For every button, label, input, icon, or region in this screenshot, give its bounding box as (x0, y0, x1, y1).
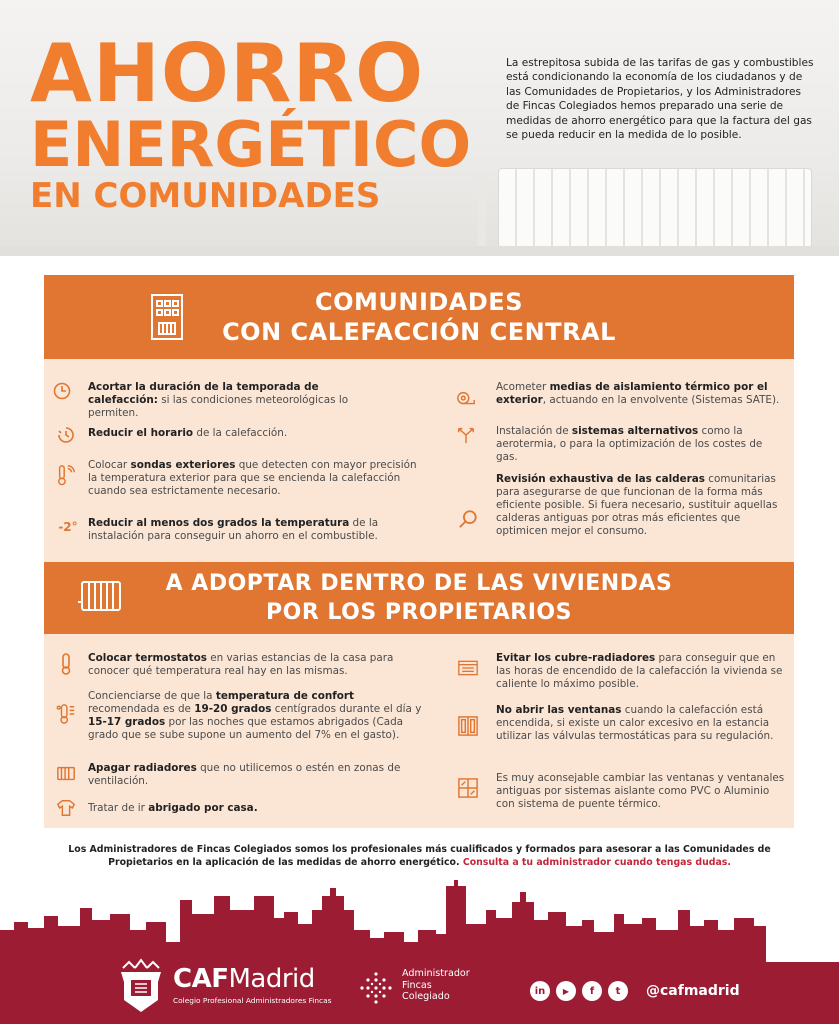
caf-subtitle: Colegio Profesional Administradores Fincas (173, 996, 332, 1005)
floor-line (0, 246, 839, 256)
thermometer-degrees-icon (56, 704, 76, 724)
title-line-1: AHORRO (30, 27, 425, 120)
administrador-label: Administrador Fincas Colegiado (402, 968, 470, 1002)
section-2-panel (44, 634, 794, 828)
title-line-2: ENERGÉTICO (30, 108, 472, 181)
clock-icon (52, 381, 72, 401)
section-2-header (44, 562, 794, 634)
thermometer-icon (56, 654, 76, 674)
facebook-icon[interactable]: f (582, 981, 602, 1001)
list-item: Es muy aconsejable cambiar las ventanas y ventanales antiguas por sistemas aislante como PVC o Aluminio con sistema de puente térmico. (496, 772, 785, 810)
intro-text: La estrepitosa subida de las tarifas de gas y combustibles está condicionando la economía de los ciudadanos y de las Comunidades de Propietarios, y los Administradores de Fincas Colegiados hemos preparado una serie de medidas de ahorro energético para que la factura del gas se pueda reducir en la medida de lo posible. (506, 57, 814, 142)
radiator-icon (78, 580, 124, 618)
radiator-pipe (478, 176, 486, 248)
radiator-image (498, 168, 812, 248)
linkedin-icon[interactable]: in (530, 981, 550, 1001)
twitter-icon[interactable]: t (608, 981, 628, 1001)
sweater-icon (56, 798, 76, 818)
section-1-panel (44, 359, 794, 562)
minus-two-degrees-icon: -2° (58, 520, 78, 534)
list-item: Instalación de sistemas alternativos como la aerotermia, o para la optimización de los costes de gas. (496, 425, 763, 463)
list-item: Colocar termostatos en varias estancias de la casa para conocer qué temperatura real hay en las mismas. (88, 652, 394, 677)
caf-madrid-logo-text: CAFMadrid (173, 964, 315, 994)
section-1-header (44, 275, 794, 359)
social-handle[interactable]: @cafmadrid (646, 983, 740, 999)
window-icon (458, 716, 478, 736)
list-item: Evitar los cubre-radiadores para conseguir que en las horas de encendido de la calefacción la vivienda se caliente lo máximo posible. (496, 652, 783, 690)
youtube-icon[interactable]: ▶ (556, 981, 576, 1001)
building-icon (150, 293, 184, 345)
list-item: Apagar radiadores que no utilicemos o estén en zonas de ventilación. (88, 762, 401, 787)
list-item: No abrir las ventanas cuando la calefacción está encendida, si existe un calor excesivo en la estancia utilizar las válvulas termostáticas para su regulación. (496, 704, 774, 742)
list-item: Revisión exhaustiva de las calderas comunitarias para asegurarse de que funcionan de la forma más eficiente posible. Si fuera necesario, sustituir aquellas calderas antiguas por otras más eficientes que optimicen mejor el consumo. (496, 473, 778, 537)
list-item: Acortar la duración de la temporada de calefacción: si las condiciones meteorológicas lo permiten. (88, 381, 349, 419)
footer-note-highlight: Consulta a tu administrador cuando tengas dudas. (462, 857, 731, 868)
timer-icon (56, 425, 76, 445)
list-item: Reducir al menos dos grados la temperatura de la instalación para conseguir un ahorro en el combustible. (88, 517, 379, 542)
list-item: Colocar sondas exteriores que detecten con mayor precisión la temperatura exterior para que se encienda la calefacción cuando sea estrictamente necesario. (88, 459, 417, 497)
section-1-title: COMUNIDADES CON CALEFACCIÓN CENTRAL (222, 288, 616, 346)
list-item: Acometer medias de aislamiento térmico por el exterior, actuando en la envolvente (Sistemas SATE). (496, 381, 780, 406)
title-line-3: EN COMUNIDADES (30, 176, 381, 216)
radiator-icon (56, 764, 76, 784)
social-links (530, 981, 628, 1001)
split-arrows-icon (456, 425, 476, 445)
list-item: Concienciarse de que la temperatura de confort recomendada es de 19-20 grados centígrados durante el día y 15-17 grados por las noches que estamos abrigados (Cada grado que se sube supone un aumento del 7% en el gasto). (88, 690, 422, 741)
list-item: Reducir el horario de la calefacción. (88, 427, 288, 439)
insulation-roll-icon (456, 389, 476, 409)
caf-crest-logo (115, 958, 167, 1014)
footer-note: Los Administradores de Fincas Colegiados somos los profesionales más cualificados y formados para asesorar a las Comunidades de Propietarios en la aplicación de las medidas de ahorro energético. Consulta a tu administrador cuando tengas dudas. (68, 844, 771, 868)
thermometer-wifi-icon (56, 465, 76, 485)
administrador-dots-logo (358, 970, 394, 1006)
section-2-title: A ADOPTAR DENTRO DE LAS VIVIENDAS POR LOS PROPIETARIOS (165, 571, 673, 625)
magnifier-icon (458, 509, 478, 529)
list-item: Tratar de ir abrigado por casa. (88, 802, 258, 814)
radiator-cover-icon (458, 658, 478, 678)
double-window-icon (458, 778, 478, 798)
